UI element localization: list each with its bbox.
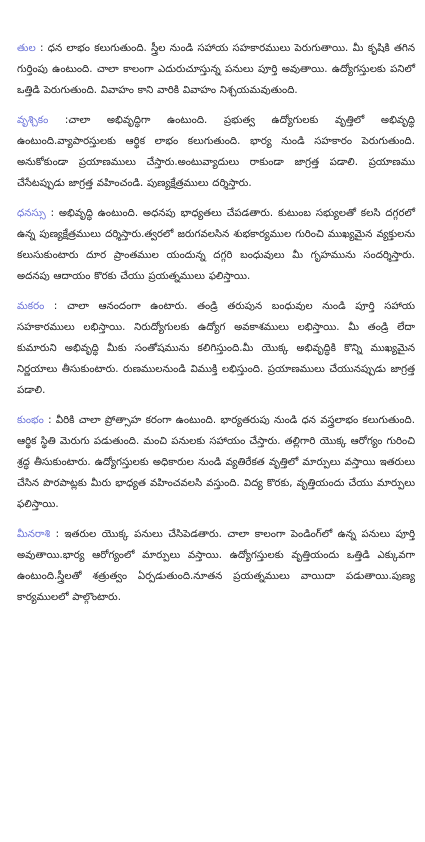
sign-name: మీనరాశి xyxy=(17,529,51,540)
horoscope-entry-vrischikam xyxy=(17,110,415,194)
entry-text: : చాలా ఆనందంగా ఉంటారు. తండ్రి తరుపున బంధువుల నుండి పూర్తి సహాయ సహకారములు లభిస్తాయి. నిరుద్యోగులకు ఉద్యోగ అవకాశములు లభిస్తాయి. మీ తండ్రి లేదా కుమారుని అభివృద్ధి మీకు సంతోషమును కలిగిస్తుంది.మీ యొక్క అభివృద్ధికి కొన్ని ముఖ్యమైన నిర్ణయాలు తీసుకుంటారు. రుణములనుండి విముక్తి లభిస్తుంది. ప్రయాణములు చేయునప్పుడు జాగ్రత్త పడాలి. xyxy=(17,301,415,396)
sign-name: వృశ్చికం xyxy=(17,115,49,126)
horoscope-entry-tula xyxy=(17,38,415,101)
entry-text: : అభివృద్ధి ఉంటుంది. అధనపు భాధ్యతలు చేపడతారు. కుటుంబ సభ్యులతో కలసి దగ్గరలో ఉన్న పుణ్యక్షేత్రములు దర్శిస్తారు.త్వరలో జరుగవలసిన శుభకార్యముల గురించి ముఖ్యమైన వ్యక్తులను కలుసుకుంటారు దూర ప్రాంతముల యందున్న దగ్గరి బంధువులు మీ గృహమును సందర్శిస్తారు. అదనపు ఆదాయం కొరకు చేయు ప్రయత్నములు ఫలిస్తాయి. xyxy=(17,208,415,282)
horoscope-entry-kumbham xyxy=(17,410,415,515)
horoscope-page xyxy=(17,38,415,617)
entry-text: :చాలా అభివృద్ధిగా ఉంటుంది. ప్రభుత్వ ఉద్యోగులకు వృత్తిలో అభివృద్ధి ఉంటుంది.వ్యాపారస్తులకు ఆర్థిక లాభం కలుగుతుంది. భార్య నుండి సహకారం పెరుగుతుంది. అనుకోకుండా ప్రయాణములు చేస్తారు.అంటువ్యాదులు రాకుండా జాగ్రత్త పడాలి. ప్రయాణము చేసేటప్పుడు జాగ్రత్త వహించండి. పుణ్యక్షేత్రములు దర్శిస్తారు. xyxy=(17,115,415,189)
entry-text: : వీరికి చాలా ప్రోత్సాహ కరంగా ఉంటుంది. భార్యతరుపు నుండి ధన వస్త్రలాభం కలుగుతుంది. ఆర్థిక స్థితి మెరుగు పడుతుంది. మంచి పనులకు సహాయం చేస్తారు. తల్లిగారి యొక్క ఆరోగ్యం గురించి శ్రద్ధ తీసుకుంటారు. ఉద్యోగస్తులకు అధికారుల నుండి వ్యతిరేకత వృత్తిలో మార్పులు వస్తాయి ఇతరులు చేసిన పొరపాట్లకు మీరు భాధ్యత వహించవలసి వస్తుంది. విద్య కొరకు, వృత్తియందు చేయు మార్పులు ఫలిస్తాయి. xyxy=(17,415,415,510)
sign-name: మకరం xyxy=(17,301,45,312)
sign-name: ధనస్సు xyxy=(17,208,46,219)
horoscope-entry-makaram xyxy=(17,296,415,401)
entry-text: : ధన లాభం కలుగుతుంది. స్త్రీల నుండి సహాయ సహకారములు పెరుగుతాయి. మీ కృషికి తగిన గుర్తింపు ఉంటుంది. చాలా కాలంగా ఎదురుచూస్తున్న పనులు పూర్తి అవుతాయి. ఉద్యోగస్తులకు పనిలో ఒత్తిడి పెరుగుతుంది. వివాహం కాని వారికి వివాహం నిశ్చయమవుతుంది. xyxy=(17,43,415,96)
horoscope-entry-meenarasi xyxy=(17,524,415,608)
entry-text: : ఇతరుల యొక్క పనులు చేసిపెడతారు. చాలా కాలంగా పెండింగ్‌లో ఉన్న పనులు పూర్తి అవుతాయి.భార్య ఆరోగ్యంలో మార్పులు వస్తాయి. ఉద్యోగస్తులకు వృత్తియందు ఒత్తిడి ఎక్కువగా ఉంటుంది.స్త్రీలతో శత్రుత్వం ఏర్పడుతుంది.నూతన ప్రయత్నములు వాయిదా పడుతాయి.పుణ్య కార్యములలో పాల్గొంటారు. xyxy=(17,529,415,603)
horoscope-entry-dhanassu xyxy=(17,203,415,287)
sign-name: కుంభం xyxy=(17,415,44,426)
sign-name: తుల xyxy=(17,43,36,54)
